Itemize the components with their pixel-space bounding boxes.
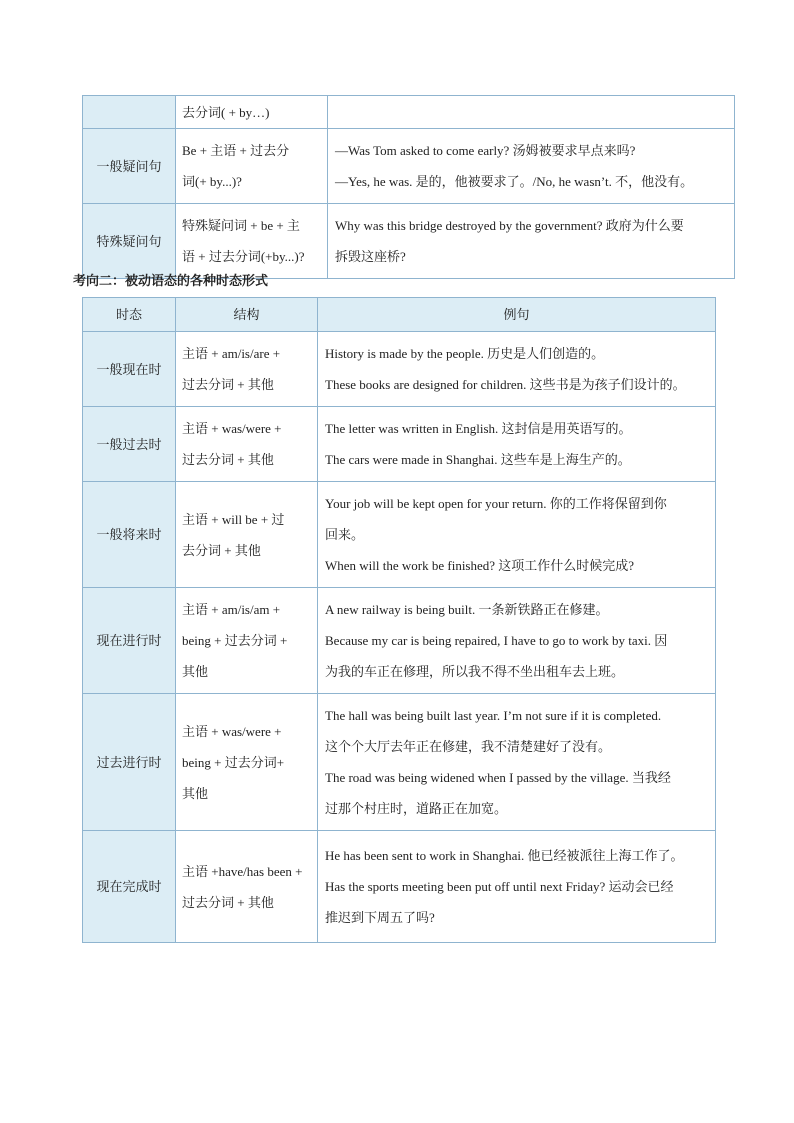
text-line: 主语 + was/were + <box>182 421 282 436</box>
header-structure: 结构 <box>176 298 318 332</box>
header-row <box>83 298 716 332</box>
example-cell <box>318 407 716 482</box>
text-line: The hall was being built last year. I’m not sure if it is completed. <box>325 708 662 723</box>
tense-label: 一般将来时 <box>83 482 176 588</box>
text-line: Because my car is being repaired, I have to go to work by taxi. 因 <box>325 633 668 648</box>
text-line: The road was being widened when I passed by the village. 当我经 <box>325 770 671 785</box>
example-cell <box>328 129 735 204</box>
structure-cell <box>176 332 318 407</box>
tense-label: 现在进行时 <box>83 588 176 694</box>
text-line: 特殊疑问词 + be + 主 <box>182 218 300 233</box>
example-cell <box>328 204 735 279</box>
text-line: 过去分词 + 其他 <box>182 894 274 910</box>
table-row <box>83 407 716 482</box>
text-line: 主语 +have/has been + <box>182 863 303 879</box>
text-line: 为我的车正在修理，所以我不得不坐出租车去上班。 <box>325 664 625 679</box>
tense-label: 一般现在时 <box>83 332 176 407</box>
table-row <box>83 694 716 831</box>
table-row <box>83 204 735 279</box>
text-line: 其他 <box>182 664 209 679</box>
text-line: 主语 + am/is/are + <box>182 346 281 361</box>
structure-cell <box>176 831 318 943</box>
text-line: 去分词 + 其他 <box>182 542 261 558</box>
structure-cell <box>176 96 328 129</box>
text-line: 这个个大厅去年正在修建，我不清楚建好了没有。 <box>325 739 612 754</box>
example-cell <box>318 588 716 694</box>
question-forms-table <box>82 95 735 279</box>
text-line: History is made by the people. 历史是人们创造的。 <box>325 346 605 361</box>
example-cell <box>318 831 716 943</box>
tense-label: 过去进行时 <box>83 694 176 831</box>
example-cell <box>328 96 735 129</box>
text-line: He has been sent to work in Shanghai. 他已经被派往上海工作了。 <box>325 848 684 863</box>
section-title: 考向二：被动语态的各种时态形式 <box>73 274 269 289</box>
tense-forms-table <box>82 297 716 943</box>
text-line: 其他 <box>182 785 209 801</box>
example-cell <box>318 332 716 407</box>
text-line: —Was Tom asked to come early? 汤姆被要求早点来吗? <box>335 143 636 158</box>
row-label: 特殊疑问句 <box>83 204 176 279</box>
text-line: 主语 + am/is/am + <box>182 602 281 617</box>
text-line: A new railway is being built. 一条新铁路正在修建。 <box>325 602 609 617</box>
text-line: 回来。 <box>325 527 365 542</box>
structure-cell <box>176 129 328 204</box>
example-cell <box>318 694 716 831</box>
structure-cell <box>176 407 318 482</box>
tense-label: 现在完成时 <box>83 831 176 943</box>
table-row <box>83 96 735 129</box>
text-line: 去分词( + by…) <box>182 104 270 120</box>
text-line: These books are designed for children. 这些书是为孩子们设计的。 <box>325 377 686 392</box>
example-cell <box>318 482 716 588</box>
text-line: —Yes, he was. 是的，他被要求了。/No, he wasn’t. 不，他没有。 <box>335 174 694 189</box>
text-line: 过去分词 + 其他 <box>182 452 274 467</box>
text-line: 词(+ by...)? <box>182 174 242 189</box>
text-line: The cars were made in Shanghai. 这些车是上海生产的。 <box>325 452 631 467</box>
text-line: 推迟到下周五了吗? <box>325 910 435 925</box>
text-line: 语 + 过去分词(+by...)? <box>182 249 305 264</box>
table-row <box>83 332 716 407</box>
text-line: Why was this bridge destroyed by the government? 政府为什么要 <box>335 218 684 233</box>
header-example: 例句 <box>318 298 716 332</box>
row-label <box>83 96 176 129</box>
text-line: 过去分词 + 其他 <box>182 377 274 392</box>
header-tense: 时态 <box>83 298 176 332</box>
text-line: being + 过去分词 + <box>182 633 288 648</box>
text-line: Be + 主语 + 过去分 <box>182 143 290 158</box>
structure-cell <box>176 482 318 588</box>
table-row <box>83 831 716 943</box>
text-line: When will the work be finished? 这项工作什么时候完成? <box>325 558 635 573</box>
table-row <box>83 588 716 694</box>
text-line: 拆毁这座桥? <box>335 249 406 264</box>
structure-cell <box>176 588 318 694</box>
text-line: 过那个村庄时，道路正在加宽。 <box>325 801 508 816</box>
structure-cell <box>176 204 328 279</box>
text-line: Has the sports meeting been put off until next Friday? 运动会已经 <box>325 879 674 894</box>
row-label: 一般疑问句 <box>83 129 176 204</box>
text-line: The letter was written in English. 这封信是用英语写的。 <box>325 421 632 436</box>
structure-cell <box>176 694 318 831</box>
text-line: 主语 + will be + 过 <box>182 511 285 527</box>
table-row <box>83 482 716 588</box>
tense-label: 一般过去时 <box>83 407 176 482</box>
text-line: Your job will be kept open for your return. 你的工作将保留到你 <box>325 496 667 511</box>
text-line: being + 过去分词+ <box>182 754 285 770</box>
text-line: 主语 + was/were + <box>182 723 282 739</box>
table-row <box>83 129 735 204</box>
